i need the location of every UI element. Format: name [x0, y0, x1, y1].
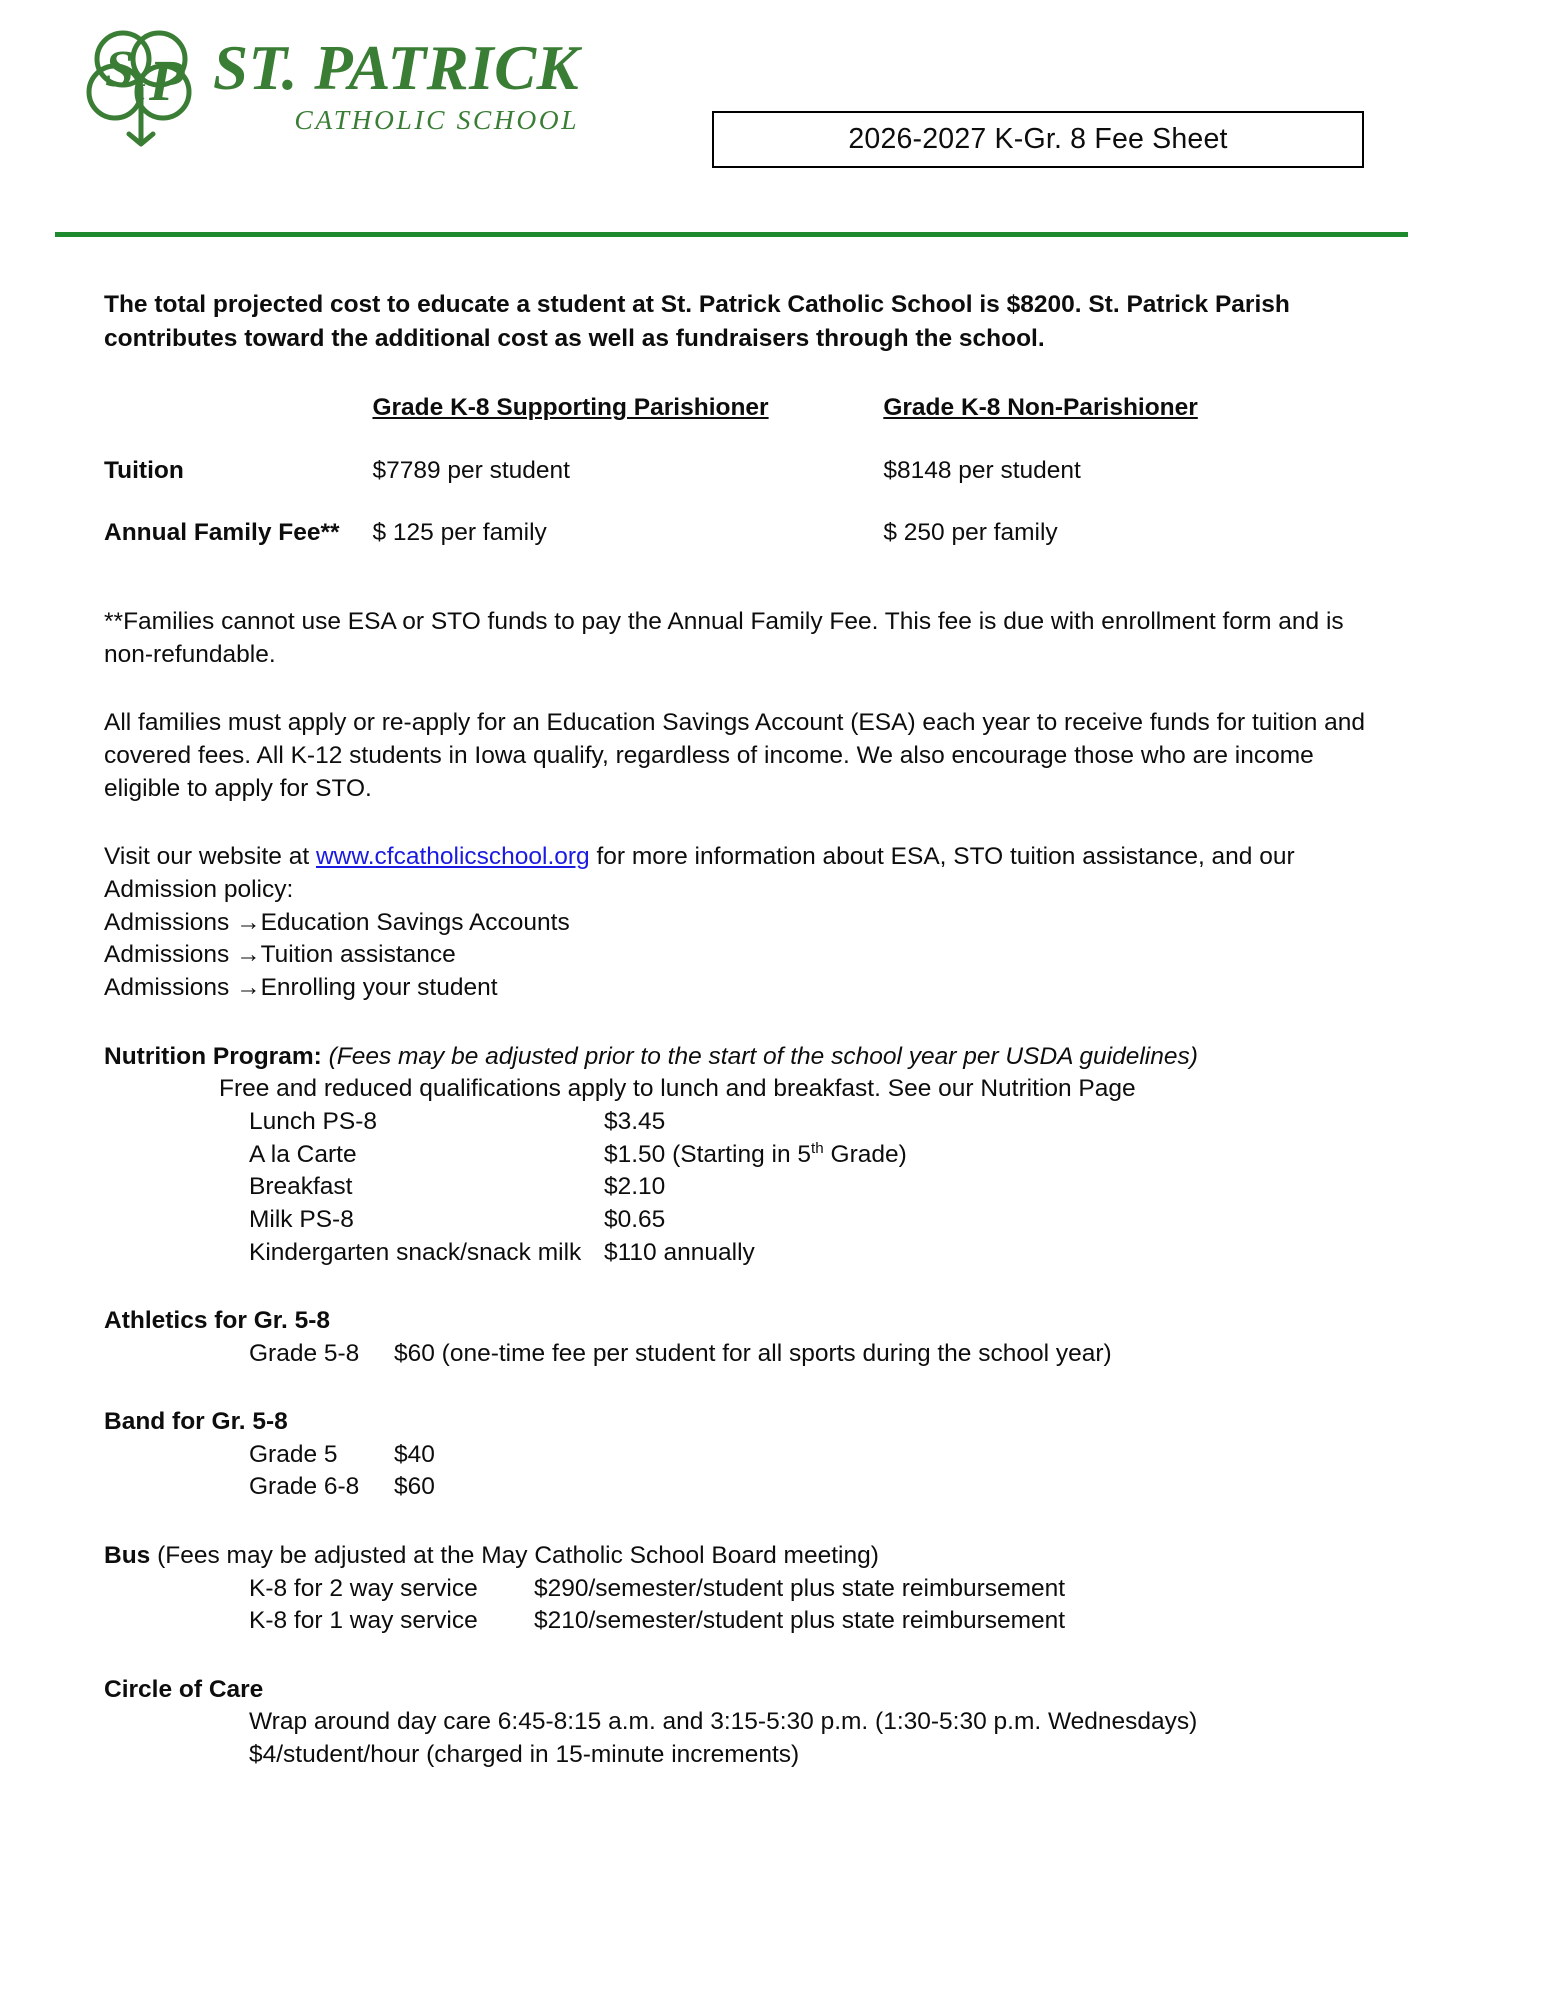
tuition-fee-table — [104, 392, 1254, 550]
svg-text:t: t — [135, 71, 145, 108]
band-item-name: Grade 6-8 — [249, 1473, 360, 1501]
family-fee-note: **Families cannot use ESA or STO funds to pay the Annual Family Fee. This fee is due with enrollment form and is non-refundable. — [104, 607, 1344, 668]
band-section-title: Band for Gr. 5-8 — [104, 1408, 288, 1436]
nutrition-item-price: $110 annually — [604, 1238, 755, 1266]
list-item — [104, 1471, 1424, 1504]
logo-school-subtitle: CATHOLIC SCHOOL — [294, 103, 580, 135]
fee-head-non-parishioner: Grade K-8 Non-Parishioner — [883, 394, 1198, 422]
page-header — [0, 0, 1545, 185]
school-website-link[interactable]: www.cfcatholicschool.org — [315, 843, 590, 871]
website-paragraph — [104, 841, 1389, 906]
spacer — [104, 1005, 1424, 1041]
fee-head-parishioner: Grade K-8 Supporting Parishioner — [372, 394, 769, 422]
ordinal-suffix: th — [811, 1139, 824, 1157]
intro-paragraph: The total projected cost to educate a student at St. Patrick Catholic School is $8200. St. Patrick Parish contributes toward the additional cost as well as fundraisers through the school. — [104, 291, 1290, 352]
list-item — [104, 1171, 1424, 1204]
nutrition-item-name: Breakfast — [249, 1173, 353, 1201]
esa-note: All families must apply or re-apply for an Education Savings Account (ESA) each year to receive funds for tuition and covered fees. All K-12 students in Iowa qualify, regardless of income. We also encourage those who are income eligible to apply for STO. — [104, 709, 1366, 802]
nutrition-item-name: A la Carte — [249, 1140, 357, 1168]
table-header-row — [104, 392, 1254, 455]
header-divider — [55, 232, 1408, 237]
fee-row-parishioner-value: $7789 per student — [372, 456, 570, 484]
fee-row-label: Tuition — [104, 456, 184, 484]
bus-section-title — [104, 1540, 1424, 1573]
fee-row-non-parishioner-value: $8148 per student — [883, 456, 1081, 484]
nutrition-item-name: Milk PS-8 — [249, 1205, 354, 1233]
spacer — [104, 805, 1424, 841]
website-lead: Visit our website at — [104, 843, 316, 871]
table-row — [104, 455, 1254, 518]
nutrition-item-name: Kindergarten snack/snack milk — [249, 1238, 582, 1266]
fee-head-blank — [104, 392, 372, 455]
band-item-name: Grade 5 — [249, 1440, 338, 1468]
spacer — [104, 550, 1424, 606]
list-item — [104, 1139, 1424, 1172]
athletics-item-price: $60 (one-time fee per student for all sports during the school year) — [394, 1339, 1112, 1367]
logo-school-name: ST. PATRICK — [213, 32, 580, 103]
shamrock-stp-icon — [85, 26, 197, 148]
nutrition-item-name: Lunch PS-8 — [249, 1108, 378, 1136]
spacer — [104, 1638, 1424, 1674]
fee-row-non-parishioner-value: $ 250 per family — [883, 519, 1058, 547]
bus-item-name: K-8 for 2 way service — [249, 1574, 478, 1602]
website-tail: for more information about ESA, STO tuition assistance, and our Admission policy: — [104, 843, 1295, 904]
band-item-price: $60 — [394, 1473, 435, 1501]
list-item — [104, 1605, 1424, 1638]
list-item — [104, 1338, 1424, 1371]
admissions-link-2: Admissions →Tuition assistance — [104, 941, 456, 969]
bus-item-price: $210/semester/student plus state reimbursement — [534, 1607, 1066, 1635]
circle-of-care-line-1: Wrap around day care 6:45-8:15 a.m. and 3:15-5:30 p.m. (1:30-5:30 p.m. Wednesdays) — [249, 1708, 1198, 1736]
nutrition-item-price: $2.10 — [604, 1173, 666, 1201]
bus-title-note: (Fees may be adjusted at the May Catholic School Board meeting) — [157, 1541, 879, 1569]
band-item-price: $40 — [394, 1440, 435, 1468]
nutrition-item-price: $0.65 — [604, 1205, 666, 1233]
bus-title-text: Bus — [104, 1541, 151, 1569]
circle-of-care-line-2: $4/student/hour (charged in 15-minute increments) — [249, 1740, 800, 1768]
svg-text:S: S — [105, 41, 134, 98]
logo-wordmark — [213, 32, 580, 135]
fee-row-label: Annual Family Fee** — [104, 519, 340, 547]
list-item — [104, 1204, 1424, 1237]
nutrition-subnote: Free and reduced qualifications apply to lunch and breakfast. See our Nutrition Page — [219, 1075, 1136, 1103]
school-logo — [85, 22, 585, 148]
admissions-link-1: Admissions →Education Savings Accounts — [104, 908, 570, 936]
spacer — [104, 1269, 1424, 1305]
list-item — [104, 1573, 1424, 1606]
spacer — [104, 1504, 1424, 1540]
nutrition-title-text: Nutrition Program: — [104, 1042, 322, 1070]
page-title: 2026-2027 K-Gr. 8 Fee Sheet — [848, 123, 1228, 155]
admissions-link-3: Admissions →Enrolling your student — [104, 974, 498, 1002]
list-item — [104, 1237, 1424, 1270]
spacer — [104, 1370, 1424, 1406]
list-item — [104, 1106, 1424, 1139]
list-item — [104, 1439, 1424, 1472]
document-body — [104, 288, 1424, 1771]
table-row — [104, 517, 1254, 550]
circle-of-care-section-title: Circle of Care — [104, 1675, 264, 1703]
nutrition-item-price: $1.50 (Starting in 5th Grade) — [604, 1139, 907, 1168]
athletics-item-name: Grade 5-8 — [249, 1339, 360, 1367]
bus-item-name: K-8 for 1 way service — [249, 1607, 478, 1635]
bus-item-price: $290/semester/student plus state reimbursement — [534, 1574, 1066, 1602]
athletics-section-title: Athletics for Gr. 5-8 — [104, 1307, 331, 1335]
svg-text:P: P — [149, 48, 185, 113]
fee-row-parishioner-value: $ 125 per family — [372, 519, 547, 547]
nutrition-title-note: (Fees may be adjusted prior to the start of the school year per USDA guidelines) — [328, 1042, 1198, 1070]
document-title-box — [712, 111, 1364, 168]
nutrition-section-title — [104, 1041, 1424, 1074]
spacer — [104, 671, 1424, 707]
nutrition-item-price: $3.45 — [604, 1108, 666, 1136]
